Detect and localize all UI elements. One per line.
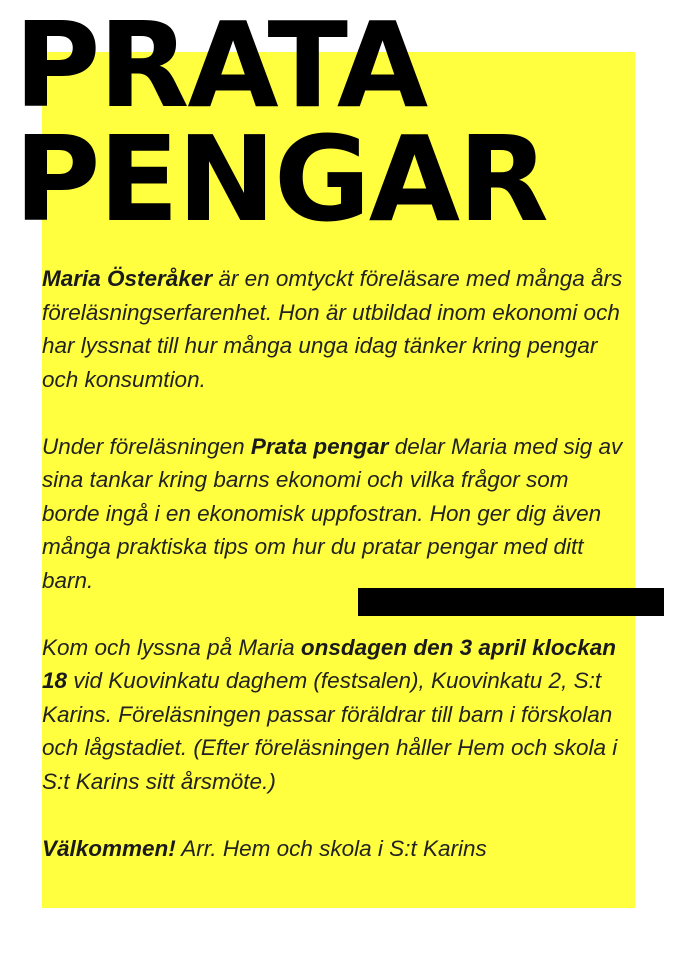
event-date-time: onsdagen den 3 april klockan 18 xyxy=(42,634,616,693)
event-text-post: vid Kuovinkatu daghem (festsalen), Kuovinkatu 2, S:t Karins. Föreläsningen passar föräldrar till barn i förskolan och lågstadiet. (Efter föreläsningen håller Hem och skola i S:t Karins sitt årsmöte.) xyxy=(42,668,618,794)
poster-body xyxy=(42,262,632,899)
event-text-pre: Kom och lyssna på Maria xyxy=(42,634,301,660)
speaker-name: Maria Österåker xyxy=(42,266,213,291)
lecture-text-post: delar Maria med sig av sina tankar kring barns ekonomi och vilka frågor som borde ingå i en ekonomisk uppfostran. Hon ger dig även många praktiska tips om hur du pratar pengar med ditt barn. xyxy=(42,433,623,593)
welcome-text: Välkommen! xyxy=(42,835,176,861)
welcome-paragraph xyxy=(42,832,632,866)
event-details-paragraph xyxy=(42,631,632,799)
title-line-2: PENGAR xyxy=(14,110,547,248)
title-line-1: PRATA xyxy=(14,0,427,134)
lecture-paragraph xyxy=(42,430,632,598)
lecture-text-pre: Under föreläsningen xyxy=(42,433,251,459)
organizer-text: Arr. Hem och skola i S:t Karins xyxy=(175,835,487,861)
intro-text: är en omtyckt föreläsare med många års föreläsningserfarenhet. Hon är utbildad inom ekonomi och har lyssnat till hur många unga idag tänker kring pengar och konsumtion. xyxy=(42,266,623,392)
intro-paragraph xyxy=(42,262,632,396)
lecture-name: Prata pengar xyxy=(250,433,389,459)
poster-title xyxy=(14,0,547,248)
